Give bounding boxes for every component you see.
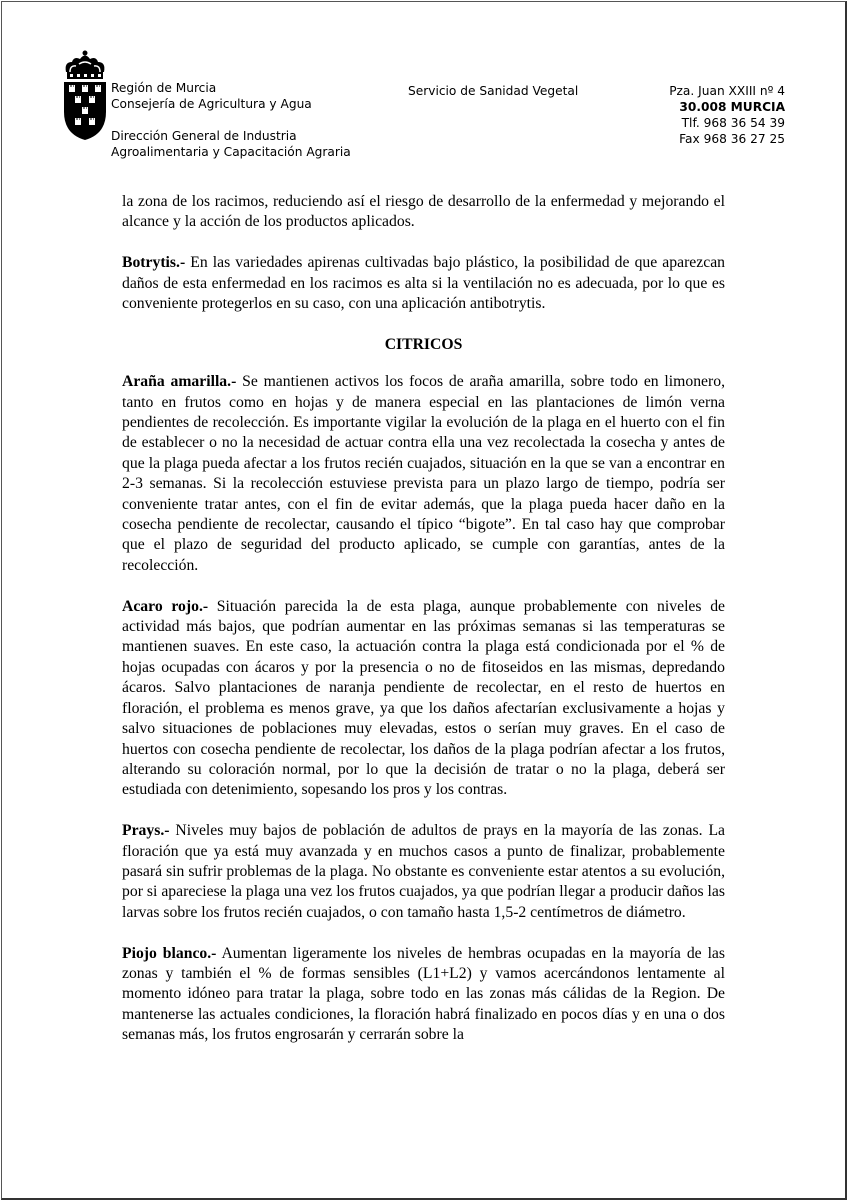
paragraph-botrytis <box>122 253 725 314</box>
directorate-line2: Agroalimentaria y Capacitación Agraria <box>111 145 351 159</box>
directorate-line1: Dirección General de Industria <box>111 129 297 143</box>
text-arana-amarilla: Se mantienen activos los focos de araña amarilla, sobre todo en limonero, tanto en frutos como en hojas y de manera especial en las plantaciones de limón verna pendientes de recolección. Es importante vigilar la evolución de la plaga en el huerto con el fin de establecer o no la necesidad de actuar contra ella una vez recolectada la cosecha y antes de que la plaga pueda afectar a los frutos recién cuajados, situación en la que se van a encontrar en 2-3 semanas. Si la recolección estuviese prevista para un plazo largo de tiempo, podría ser conveniente tratar antes, con el fin de evitar además, que la plaga pueda hacer daño en la cosecha pendiente de recolectar, causando el típico “bigote”. En tal caso hay que comprobar que el plazo de seguridad del producto aplicado, se cumple con garantías, antes de la recolección. <box>122 373 725 574</box>
text-botrytis: En las variedades apirenas cultivadas bajo plástico, la posibilidad de que aparezcan daños de esta enfermedad en los racimos es alta si la ventilación no es adecuada, por lo que es conveniente protegerlos en su caso, con una aplicación antibotrytis. <box>122 254 725 313</box>
heading-acaro-rojo: Acaro rojo.- <box>122 597 209 615</box>
heading-botrytis: Botrytis.- <box>122 254 186 272</box>
paragraph-acaro-rojo <box>122 597 725 801</box>
section-title: CITRICOS <box>384 335 463 353</box>
paragraph-prays <box>122 821 725 923</box>
region-murcia-coat-of-arms-icon <box>60 50 110 142</box>
header-directorate <box>111 128 351 160</box>
heading-piojo-blanco: Piojo blanco.- <box>122 944 217 962</box>
org-name: Región de Murcia <box>111 81 217 95</box>
text-piojo-blanco: Aumentan ligeramente los niveles de hembras ocupadas en la mayoría de las zonas y también el % de formas sensibles (L1+L2) y vamos acercándonos lentamente al momento idóneo para tratar la plaga, sobre todo en las zonas más cálidas de la Region. De mantenerse las actuales condiciones, la floración habrá finalizado en pocos días y en una o dos semanas más, los frutos engrosarán y cerrarán sobre la <box>122 944 725 1044</box>
heading-arana-amarilla: Araña amarilla.- <box>122 373 237 391</box>
text-prays: Niveles muy bajos de población de adultos de prays en la mayoría de las zonas. La floración que ya está muy avanzada y en muchos casos a punto de finalizar, probablemente pasará sin sufrir problemas de la plaga. No obstante es conveniente estar atentos a su evolución, por si apareciese la plaga una vez los frutos cuajados, ya que podrían llegar a producir daños las larvas sobre los frutos recién cuajados, o con tamaño hasta 1,5-2 centímetros de diámetro. <box>122 822 725 921</box>
header-service <box>408 83 578 99</box>
address-street: Pza. Juan XXIII nº 4 <box>669 84 785 98</box>
paragraph-intro-continuation: la zona de los racimos, reduciendo así el riesgo de desarrollo de la enfermedad y mejorando el alcance y la acción de los productos aplicados. <box>122 193 725 231</box>
service-name: Servicio de Sanidad Vegetal <box>408 84 579 98</box>
department-name: Consejería de Agricultura y Agua <box>111 97 312 111</box>
address-city: 30.008 MURCIA <box>679 100 785 114</box>
heading-prays: Prays.- <box>122 822 170 840</box>
text-acaro-rojo: Situación parecida la de esta plaga, aunque probablemente con niveles de actividad más bajos, que podrían aumentar en las próximas semanas si las temperaturas se mantienen suaves. En este caso, la actuación contra la plaga está condicionada por el % de hojas ocupadas con ácaros y por la presencia o no de fitoseidos en las mismas, depredando ácaros. Salvo plantaciones de naranja pendiente de recolectar, en el resto de huertos en floración, el problema es menos grave, ya que los daños afectarían exclusivamente a hojas y salvo situaciones de poblaciones muy elevadas, estos o serían muy graves. En el caso de huertos con cosecha pendiente de recolectar, los daños de la plaga podrían afectar a los frutos, alterando su coloración normal, por lo que la decisión de tratar o no la plaga, deberá ser estudiada con detenimiento, sopesando los pros y los contras. <box>122 597 725 799</box>
header-address <box>669 83 785 147</box>
header-organization <box>111 80 312 112</box>
paragraph-piojo-blanco <box>122 944 725 1046</box>
phone-number: Tlf. 968 36 54 39 <box>681 116 785 130</box>
fax-number: Fax 968 36 27 25 <box>679 132 785 146</box>
paragraph-arana-amarilla <box>122 372 725 576</box>
document-body <box>122 192 725 1066</box>
